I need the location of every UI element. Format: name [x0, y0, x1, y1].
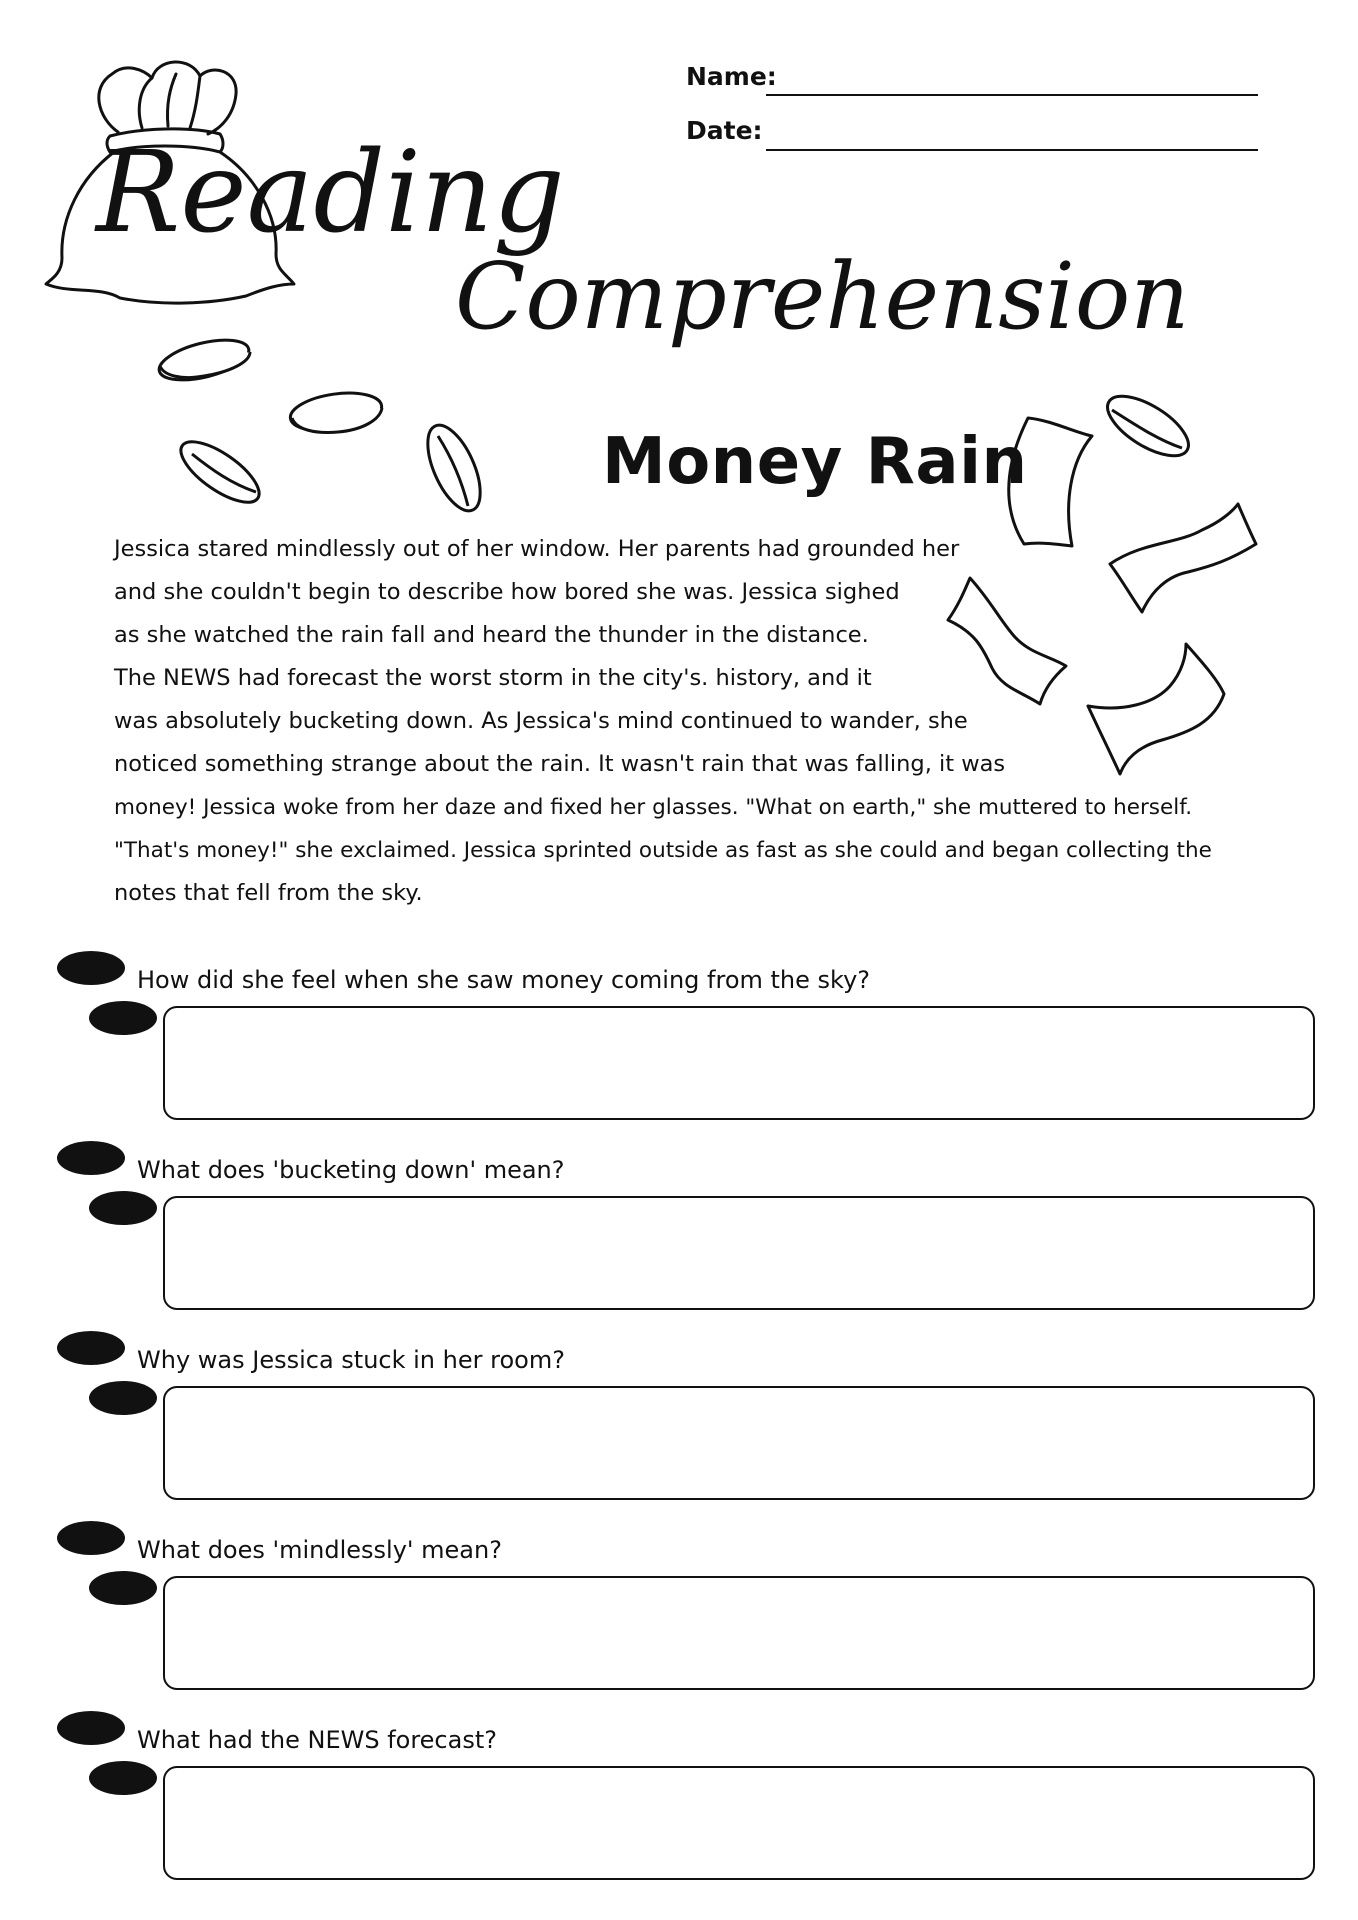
question-text: What had the NEWS forecast?	[137, 1726, 497, 1754]
title-comprehension: Comprehension	[455, 243, 1190, 350]
coin-icon	[1098, 388, 1198, 468]
answer-box[interactable]	[163, 1196, 1315, 1310]
name-field[interactable]	[766, 94, 1258, 96]
date-field[interactable]	[766, 149, 1258, 151]
passage-line: noticed something strange about the rain. It wasn't rain that was falling, it was	[114, 751, 1006, 777]
coin-icon	[172, 432, 272, 512]
story-passage	[114, 528, 1274, 915]
question-text: How did she feel when she saw money coming from the sky?	[137, 966, 871, 994]
coin-icon	[282, 384, 392, 444]
coin-icon	[416, 418, 496, 518]
answer-box[interactable]	[163, 1386, 1315, 1500]
date-label: Date:	[686, 116, 763, 145]
passage-line: was absolutely bucketing down. As Jessica's mind continued to wander, she	[114, 708, 968, 734]
question-text: What does 'bucketing down' mean?	[137, 1156, 565, 1184]
answer-box[interactable]	[163, 1766, 1315, 1880]
name-label: Name:	[686, 62, 777, 91]
passage-line: notes that fell from the sky.	[114, 880, 423, 906]
passage-line: as she watched the rain fall and heard the thunder in the distance.	[114, 622, 869, 648]
passage-line: "That's money!" she exclaimed. Jessica sprinted outside as fast as she could and began collecting the	[114, 838, 1212, 863]
passage-line: money! Jessica woke from her daze and fixed her glasses. "What on earth," she muttered to herself.	[114, 795, 1193, 820]
story-title: Money Rain	[602, 425, 1028, 499]
title-reading: Reading	[96, 128, 565, 258]
question-text: What does 'mindlessly' mean?	[137, 1536, 502, 1564]
passage-line: Jessica stared mindlessly out of her window. Her parents had grounded her	[114, 536, 960, 562]
answer-box[interactable]	[163, 1006, 1315, 1120]
answer-box[interactable]	[163, 1576, 1315, 1690]
passage-line: and she couldn't begin to describe how bored she was. Jessica sighed	[114, 579, 900, 605]
coin-icon	[152, 330, 262, 390]
question-text: Why was Jessica stuck in her room?	[137, 1346, 565, 1374]
passage-line: The NEWS had forecast the worst storm in the city's. history, and it	[114, 665, 872, 691]
